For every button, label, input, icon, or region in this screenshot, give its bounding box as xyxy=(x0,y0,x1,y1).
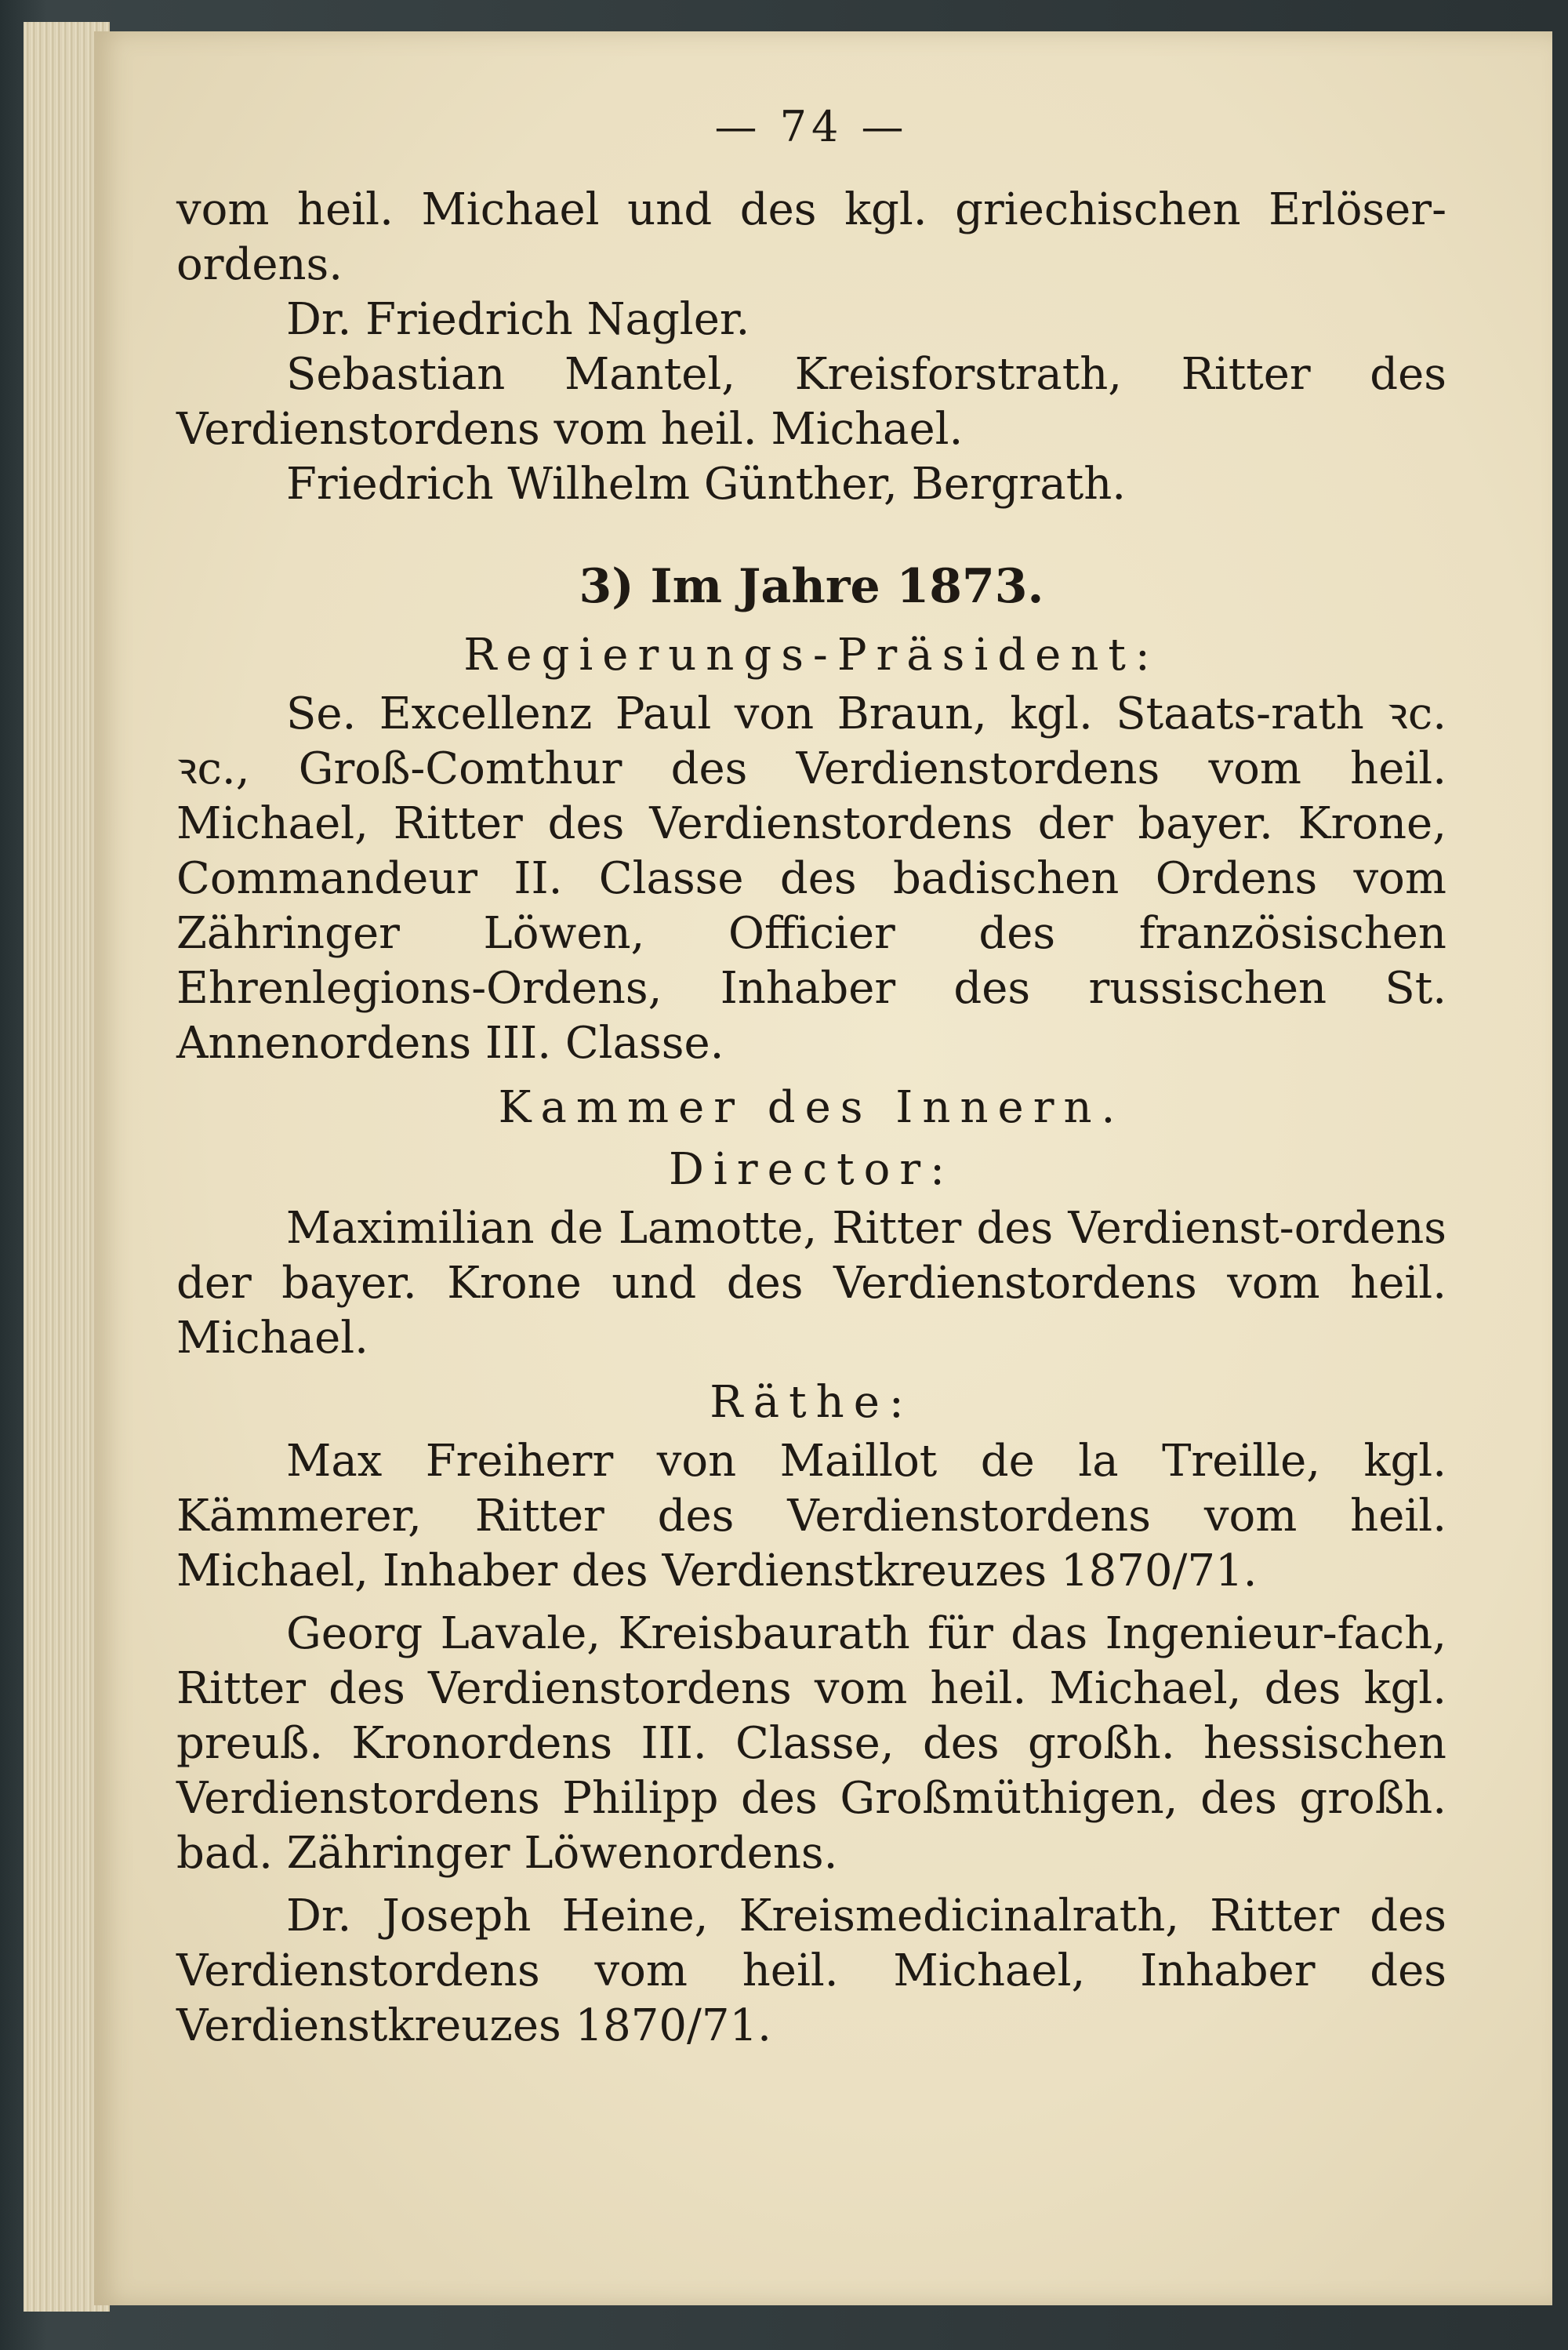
subheading-chamber: Kammer des Innern. xyxy=(498,1082,1125,1133)
page-number: — 74 — xyxy=(714,102,909,151)
page-text xyxy=(176,102,1446,2054)
paragraph-8: Georg Lavale, Kreisbaurath für das Ingenieur-fach, Ritter des Verdienstordens vom heil. Michael, des kgl. preuß. Kronordens III. Classe, des großh. hessischen Verdienstordens Philipp des Großmüthigen, des großh. bad. Zähringer Löwenordens. xyxy=(176,1608,1446,1879)
subheading-director: Director: xyxy=(669,1144,954,1195)
paragraph-1: vom heil. Michael und des kgl. griechischen Erlöser-ordens. xyxy=(176,184,1446,290)
section-heading-year: 3) Im Jahre 1873. xyxy=(579,559,1044,614)
paragraph-4: Friedrich Wilhelm Günther, Bergrath. xyxy=(286,459,1127,510)
subheading-councillors: Räthe: xyxy=(710,1377,913,1428)
paragraph-9: Dr. Joseph Heine, Kreismedicinalrath, Ritter des Verdienstordens vom heil. Michael, Inhaber des Verdienstkreuzes 1870/71. xyxy=(176,1891,1446,2051)
paragraph-2: Dr. Friedrich Nagler. xyxy=(286,294,750,345)
paragraph-5: Se. Excellenz Paul von Braun, kgl. Staats-rath ꝛc. ꝛc., Groß-Comthur des Verdienstordens vom heil. Michael, Ritter des Verdienstordens der bayer. Krone, Commandeur II. Classe des badischen Ordens vom Zähringer Löwen, Officier des französischen Ehrenlegions-Ordens, Inhaber des russischen St. Annenordens III. Classe. xyxy=(176,688,1446,1069)
paragraph-3: Sebastian Mantel, Kreisforstrath, Ritter des Verdienstordens vom heil. Michael. xyxy=(176,349,1446,455)
paragraph-6: Maximilian de Lamotte, Ritter des Verdienst-ordens der bayer. Krone und des Verdienstordens vom heil. Michael. xyxy=(176,1203,1446,1364)
subheading-president: Regierungs-Präsident: xyxy=(463,630,1160,681)
paragraph-7: Max Freiherr von Maillot de la Treille, kgl. Kämmerer, Ritter des Verdienstordens vom heil. Michael, Inhaber des Verdienstkreuzes 1870/71. xyxy=(176,1436,1446,1596)
